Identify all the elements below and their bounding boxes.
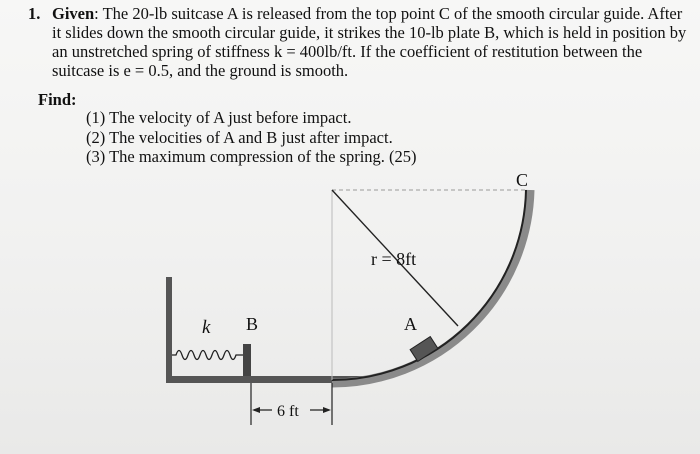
label-c: C bbox=[516, 170, 529, 190]
problem-number: 1. bbox=[28, 4, 41, 23]
label-a: A bbox=[404, 314, 417, 334]
plate-b bbox=[243, 344, 251, 376]
find-heading: Find: bbox=[38, 90, 77, 109]
left-wall bbox=[166, 277, 172, 381]
dimension-arrow-right bbox=[323, 407, 331, 413]
label-k: k bbox=[202, 317, 211, 338]
spring bbox=[172, 351, 243, 360]
find-item-1: (1) The velocity of A just before impact. bbox=[86, 108, 352, 127]
find-item-3: (3) The maximum compression of the spring. (25) bbox=[86, 147, 417, 166]
given-text: : The 20-lb suitcase A is released from the top point C of the smooth circular guide. After it slides down the smooth circular guide, it strikes the 10-lb plate B, which is held in position by an unstretched spring of stiffness k = 400lb/ft. If the coefficient of restitution between the suitcase is e = 0.5, and the ground is smooth. bbox=[52, 4, 687, 80]
given-label: Given bbox=[52, 4, 95, 23]
dimension-arrow-left bbox=[252, 407, 260, 413]
label-b: B bbox=[246, 314, 259, 334]
label-distance: 6 ft bbox=[277, 403, 299, 420]
label-radius: r = 8ft bbox=[371, 249, 417, 269]
find-item-2: (2) The velocities of A and B just after impact. bbox=[86, 127, 393, 147]
